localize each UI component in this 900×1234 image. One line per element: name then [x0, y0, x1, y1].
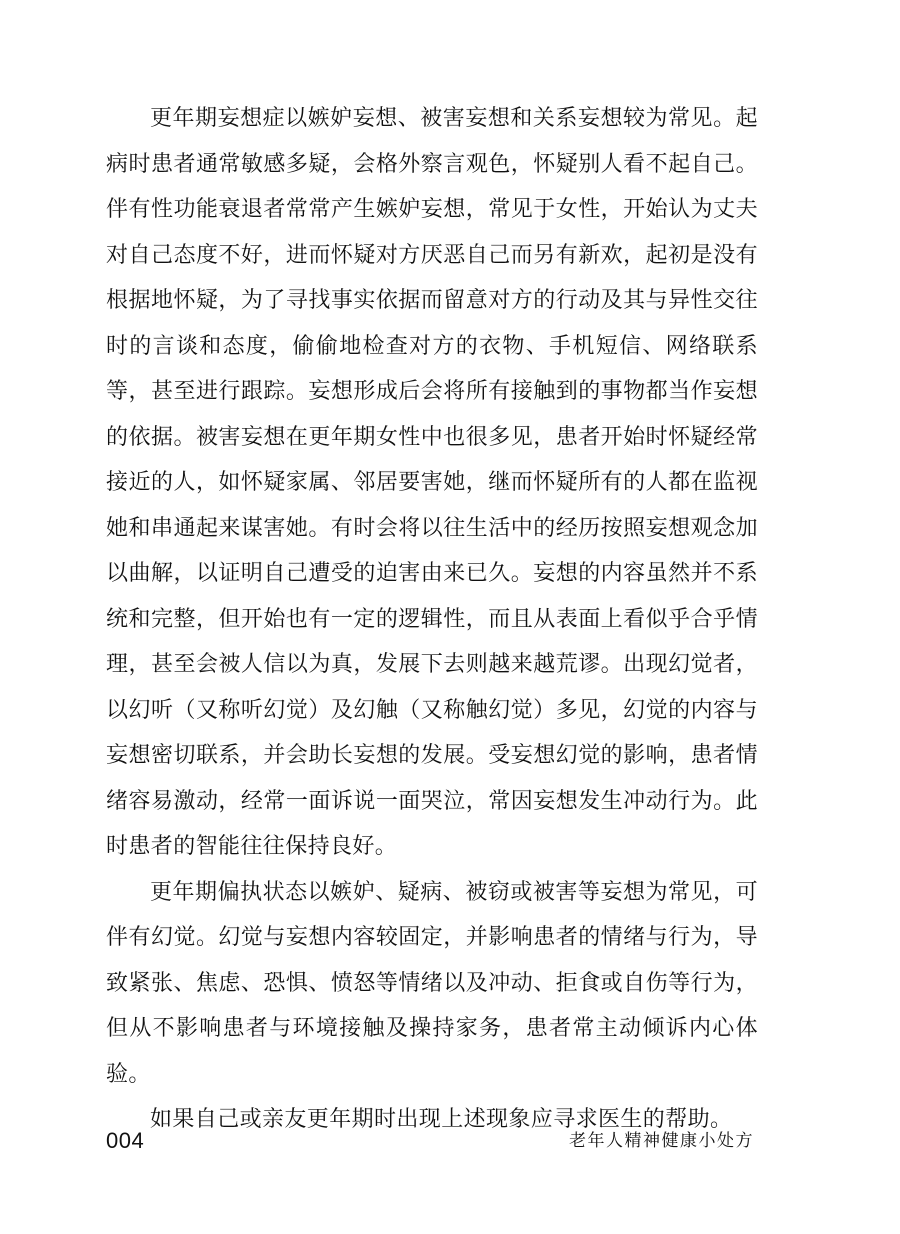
paragraph-seek-help: 如果自己或亲友更年期时出现上述现象应寻求医生的帮助。 — [150, 1107, 733, 1132]
page-number: 004 — [106, 1128, 145, 1153]
book-title: 老年人精神健康小处方 — [569, 1131, 754, 1151]
paragraph-paranoid-state: 更年期偏执状态以嫉妒、疑病、被窃或被害等妄想为常见，可伴有幻觉。幻觉与妄想内容较固定，并影响患者的情绪与行为，导致紧张、焦虑、恐惧、愤怒等情绪以及冲动、拒食或自伤等行为，但从不影响患者与环境接触及操持家务，患者常主动倾诉内心体验。 — [106, 879, 758, 1087]
paragraph-delusion-symptoms: 更年期妄想症以嫉妒妄想、被害妄想和关系妄想较为常见。起病时患者通常敏感多疑，会格外察言观色，怀疑别人看不起自己。伴有性功能衰退者常常产生嫉妒妄想，常见于女性，开始认为丈夫对自己态度不好，进而怀疑对方厌恶自己而另有新欢，起初是没有根据地怀疑，为了寻找事实依据而留意对方的行动及其与异性交往时的言谈和态度，偷偷地检查对方的衣物、手机短信、网络联系等，甚至进行跟踪。妄想形成后会将所有接触到的事物都当作妄想的依据。被害妄想在更年期女性中也很多见，患者开始时怀疑经常接近的人，如怀疑家属、邻居要害她，继而怀疑所有的人都在监视她和串通起来谋害她。有时会将以往生活中的经历按照妄想观念加以曲解，以证明自己遭受的迫害由来已久。妄想的内容虽然并不系统和完整，但开始也有一定的逻辑性，而且从表面上看似乎合乎情理，甚至会被人信以为真，发展下去则越来越荒谬。出现幻觉者，以幻听（又称听幻觉）及幻触（又称触幻觉）多见，幻觉的内容与妄想密切联系，并会助长妄想的发展。受妄想幻觉的影响，患者情绪容易激动，经常一面诉说一面哭泣，常因妄想发生冲动行为。此时患者的智能往往保持良好。 — [106, 106, 758, 859]
body-text — [106, 96, 758, 1143]
